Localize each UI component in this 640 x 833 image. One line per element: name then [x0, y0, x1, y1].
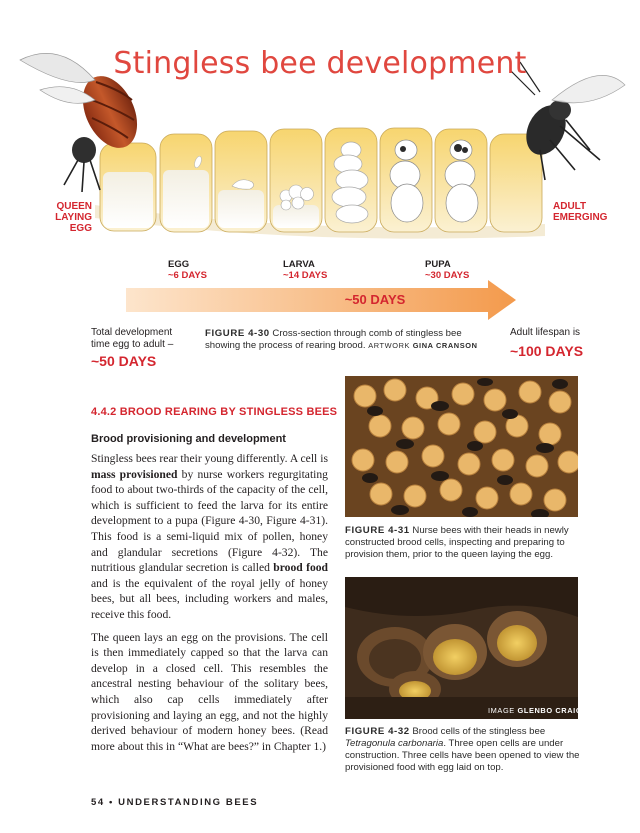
figure-label: FIGURE 4-31: [345, 525, 410, 536]
credit-name: GINA CRANSON: [412, 341, 478, 350]
comb-cross-section: [0, 0, 640, 250]
section-subheading: Brood provisioning and development: [91, 433, 286, 445]
body-text: [91, 451, 328, 761]
stage-days: ~14 DAYS: [283, 270, 328, 281]
paragraph-2: The queen lays an egg on the provisions. The cell is then immediately capped so that the larva can develop in a closed cell. This resembles the ancestral nesting behaviour of the solitary bees, which also cap cells immediately after provisioning and laying an egg, and not the highly derived behaviour of modern honey bees. (Read more about this in “What are bees?” in Chapter 1.): [91, 630, 328, 753]
credit-label: IMAGE: [488, 706, 515, 715]
total-development: [91, 327, 191, 369]
figure-label: FIGURE 4-32: [345, 726, 410, 737]
credit-name: GLENBO CRAIG: [517, 706, 583, 715]
queen-label-line: LAYING: [55, 212, 92, 223]
image-credit: [488, 706, 582, 715]
arrow-shape: [126, 280, 516, 320]
text-run: and is the equivalent of the royal jelly of honey bees, but all bees, including workers and males, receive this food.: [91, 576, 328, 621]
brood-cells-image: [345, 577, 578, 719]
lifespan-value: ~100 DAYS: [510, 343, 584, 359]
stage-pupa: [425, 259, 469, 281]
page-footer: 54 • UNDERSTANDING BEES: [91, 797, 259, 808]
text-run: Stingless bees rear their young differently. A cell is: [91, 452, 328, 465]
figure-title: Stingless bee development: [113, 46, 527, 81]
brood-cells: [100, 128, 542, 232]
text-run: by nurse workers regurgitating food to about two-thirds of the capacity of the cell, which is sufficient to feed the larva for its entire development to a pupa (Figure 4-30, Figure 4-31). This food is a semi-liquid mix of pollen, honey and glandular secretions (Figure 4-32). The nutritious glandular secretion is called: [91, 467, 328, 575]
figure-4-31-photo: [345, 376, 578, 517]
stage-name: LARVA: [283, 259, 315, 270]
queen-label-line: EGG: [69, 223, 92, 234]
adult-label: [553, 201, 623, 223]
figure-label: FIGURE 4-30: [205, 328, 270, 339]
stage-name: EGG: [168, 259, 190, 270]
credit-label: ARTWORK: [368, 341, 411, 350]
development-illustration: [0, 0, 640, 250]
queen-label-line: QUEEN: [56, 201, 92, 212]
term-mass-provisioned: mass provisioned: [91, 467, 178, 481]
paragraph-1: [91, 451, 328, 623]
figure-4-31-caption: [345, 525, 581, 561]
timeline-arrow: [126, 280, 516, 320]
adult-lifespan: [510, 327, 610, 359]
artwork-credit: [368, 341, 477, 350]
species-name: Tetragonula carbonaria: [345, 738, 444, 749]
nurse-bees-image: [345, 376, 578, 517]
arrow-label: ~50 DAYS: [344, 292, 406, 307]
figure-4-32-photo: [345, 577, 578, 719]
stage-days: ~6 DAYS: [168, 270, 207, 281]
adult-label-line: ADULT: [553, 201, 587, 212]
figure-4-30-caption: [205, 328, 495, 352]
caption-text: Brood cells of the stingless bee: [412, 726, 546, 737]
lifespan-line: Adult lifespan is: [510, 327, 581, 338]
caption-text: . Three open cells are under construction. Three cells have been opened to view the provisioned food with egg laid on top.: [345, 738, 580, 773]
figure-4-32-caption: [345, 726, 581, 774]
caption-text: Nurse bees with their heads in newly constructed brood cells, inspecting and preparing to provision them, prior to the queen laying the egg.: [345, 525, 569, 560]
total-dev-line: Total development: [91, 327, 173, 338]
stage-larva: [283, 259, 327, 281]
term-brood-food: brood food: [273, 561, 328, 575]
stage-name: PUPA: [425, 259, 451, 270]
stage-days: ~30 DAYS: [425, 270, 470, 281]
stage-egg: [168, 259, 207, 281]
total-dev-line: time egg to adult –: [91, 339, 174, 350]
adult-label-line: EMERGING: [553, 212, 608, 223]
queen-label: [50, 201, 92, 234]
total-dev-value: ~50 DAYS: [91, 353, 157, 369]
section-heading: 4.4.2 BROOD REARING BY STINGLESS BEES: [91, 406, 338, 418]
caption-text: Cross-section through comb of stingless bee showing the process of rearing brood.: [205, 328, 462, 351]
